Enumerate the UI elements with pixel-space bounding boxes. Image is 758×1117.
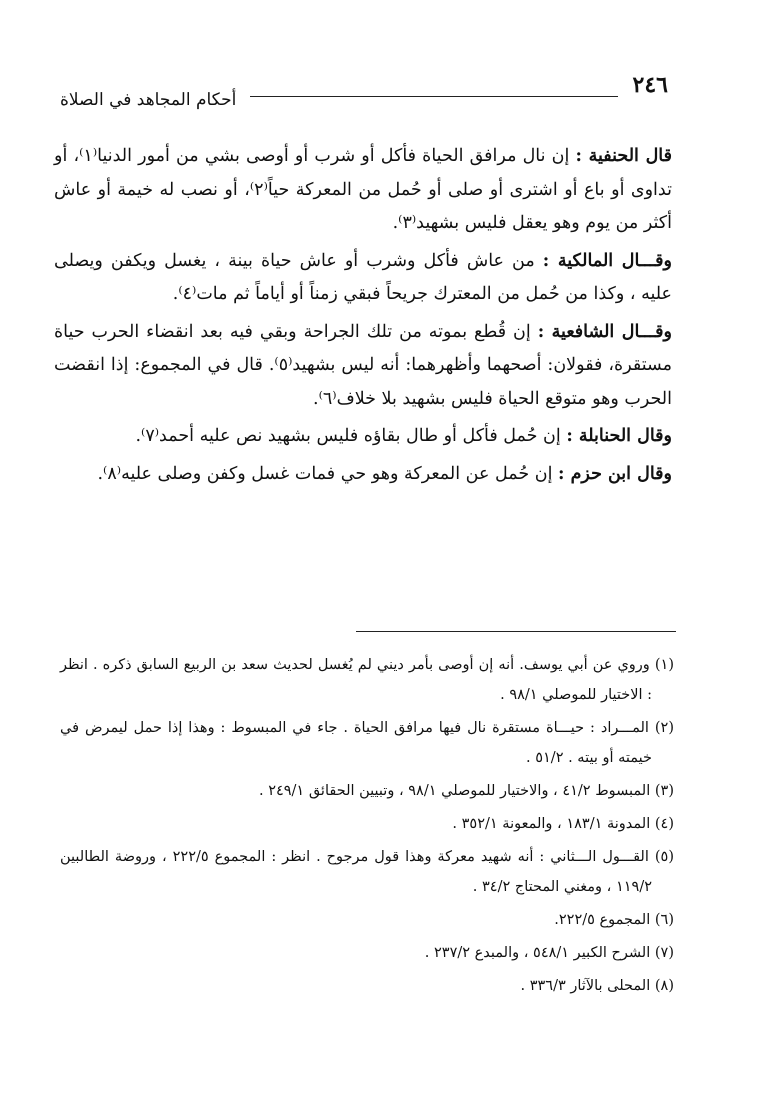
footnote-ref: (٣) [654, 783, 674, 799]
footnote-ref: (١) [654, 657, 674, 673]
footnote-ref: (٦) [654, 912, 674, 928]
footnote-text: القـــول الـــثاني : أنه شهيد معركة وهذا قول مرجوح . انظر : المجموع ٢٢٢/٥ ، وروضة الطالبين ١١٩/٢ ، ومغني المحتاج ٣٤/٢ . [60, 849, 655, 895]
paragraph-lead: وقـــال الشافعية : [537, 321, 672, 342]
footnote-text: المدونة ١٨٣/١ ، والمعونة ٣٥٢/١ . [452, 816, 655, 832]
paragraph-maliki [54, 245, 672, 312]
footnote [60, 776, 674, 806]
paragraph-lead: وقـــال المالكية : [542, 250, 672, 271]
footnote [60, 971, 674, 1001]
footnote [60, 650, 674, 710]
header-rule [250, 96, 618, 97]
footnote [60, 809, 674, 839]
paragraph-text: إن قُطع بموته من تلك الجراحة وبقي فيه بعد انقضاء الحرب حياة مستقرة، فقولان: أصحهما وأظهرهما: أنه ليس بشهيد⁽٥⁾. قال في المجموع: إذا انقضت الحرب وهو متوقع الحياة فليس بشهيد بلا خلاف⁽٦⁾. [54, 321, 672, 409]
footnotes [60, 650, 674, 1004]
paragraph-text: إن نال مرافق الحياة فأكل أو شرب أو أوصى بشي من أمور الدنيا⁽١⁾، أو تداوى أو باع أو اشترى أو صلى أو حُمل من المعركة حياً⁽٢⁾، أو نصب له خيمة أو عاش أكثر من يوم وهو يعقل فليس بشهيد⁽٣⁾. [54, 146, 672, 233]
footnote-ref: (٥) [654, 849, 674, 865]
footnote [60, 938, 674, 968]
footnote-ref: (٨) [654, 978, 674, 994]
page-header [60, 72, 668, 116]
footnote-ref: (٢) [654, 720, 674, 736]
footnote-rule [356, 631, 676, 632]
footnote-text: وروي عن أبي يوسف. أنه إن أوصى بأمر ديني لم يُغسل لحديث سعد بن الربيع السابق ذكره . انظر : الاختيار للموصلي ٩٨/١ . [60, 657, 655, 703]
paragraph-text: إن حُمل فأكل أو طال بقاؤه فليس بشهيد نص عليه أحمد⁽٧⁾. [135, 426, 567, 446]
footnote [60, 713, 674, 773]
paragraph-text: إن حُمل عن المعركة وهو حي فمات غسل وكفن وصلى عليه⁽٨⁾. [97, 463, 559, 484]
paragraph-shafii [54, 316, 672, 417]
paragraph-ibn-hazm [54, 458, 672, 492]
footnote [60, 842, 674, 902]
main-text [54, 140, 672, 491]
footnote-ref: (٧) [654, 945, 674, 961]
footnote-text: المحلى بالآثار ٣٣٦/٣ . [520, 978, 655, 994]
paragraph-lead: قال الحنفية : [575, 146, 672, 166]
footnote-text: المـــراد : حيـــاة مستقرة نال فيها مرافق الحياة . جاء في المبسوط : وهذا إذا حمل ليمرض في خيمته أو بيته . ٥١/٢ . [60, 720, 655, 766]
paragraph-text: من عاش فأكل وشرب أو عاش حياة بينة ، يغسل ويكفن ويصلى عليه ، وكذا من حُمل من المعترك جريحاً فبقي زمناً أو أياماً ثم مات⁽٤⁾. [54, 250, 672, 304]
footnote-text: المجموع ٢٢٢/٥. [554, 912, 655, 928]
footnote [60, 905, 674, 935]
paragraph-lead: وقال ابن حزم : [558, 463, 672, 484]
footnote-text: المبسوط ٤١/٢ ، والاختيار للموصلي ٩٨/١ ، وتبيين الحقائق ٢٤٩/١ . [258, 783, 655, 799]
page-number: ٢٤٦ [632, 72, 668, 98]
footnote-text: الشرح الكبير ٥٤٨/١ ، والمبدع ٢٣٧/٢ . [424, 945, 655, 961]
paragraph-lead: وقال الحنابلة : [566, 426, 672, 446]
paragraph-hanbali [54, 420, 672, 454]
running-title: أحكام المجاهد في الصلاة [60, 90, 237, 110]
footnote-ref: (٤) [654, 816, 674, 832]
paragraph-hanafi [54, 140, 672, 241]
